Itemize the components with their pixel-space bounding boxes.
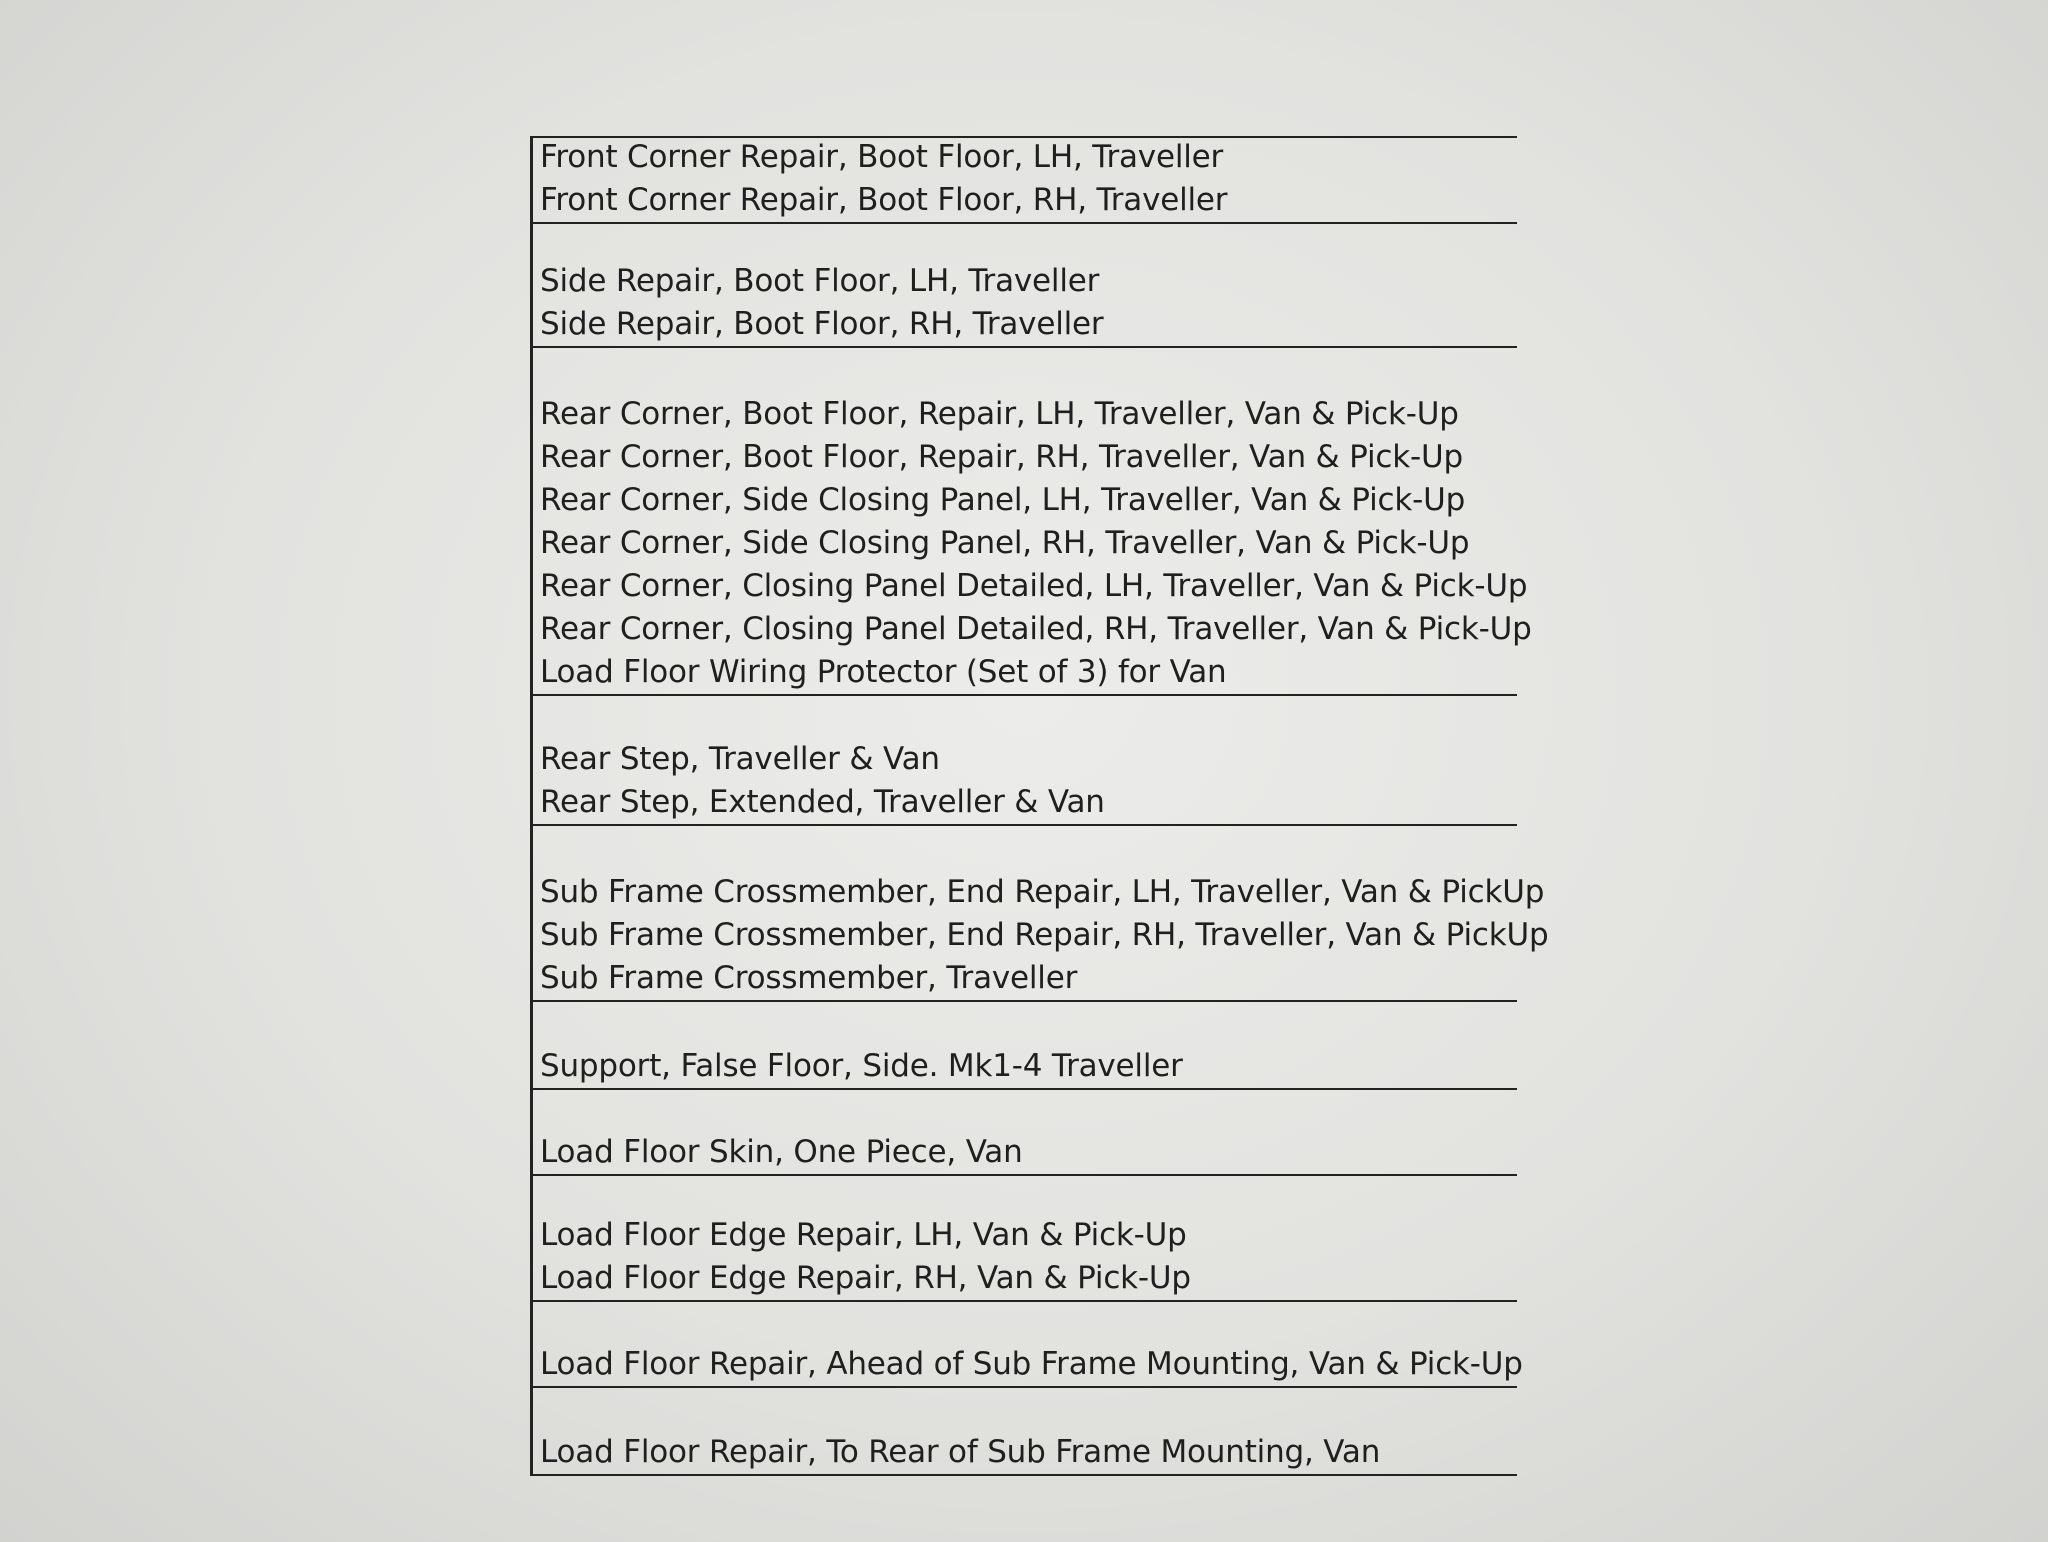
list-item: Side Repair, Boot Floor, LH, Traveller <box>540 263 1100 299</box>
list-item: Load Floor Repair, Ahead of Sub Frame Mounting, Van & Pick-Up <box>540 1346 1523 1382</box>
list-item: Rear Corner, Closing Panel Detailed, LH, Traveller, Van & Pick-Up <box>540 568 1528 604</box>
group-items <box>540 1131 1023 1174</box>
group-rear-step <box>533 696 1517 826</box>
group-false-floor <box>533 1002 1517 1090</box>
list-item: Load Floor Repair, To Rear of Sub Frame Mounting, Van <box>540 1434 1381 1470</box>
group-items <box>540 393 1532 694</box>
group-items <box>540 136 1227 222</box>
list-item: Load Floor Skin, One Piece, Van <box>540 1134 1023 1170</box>
list-item: Load Floor Edge Repair, RH, Van & Pick-Up <box>540 1260 1191 1296</box>
list-item: Load Floor Wiring Protector (Set of 3) for Van <box>540 654 1227 690</box>
group-items <box>540 260 1103 346</box>
group-rear-corner <box>533 348 1532 696</box>
list-item: Sub Frame Crossmember, Traveller <box>540 960 1078 996</box>
group-side-repair <box>533 224 1517 348</box>
list-item: Sub Frame Crossmember, End Repair, RH, Traveller, Van & PickUp <box>540 917 1549 953</box>
list-item: Sub Frame Crossmember, End Repair, LH, Traveller, Van & PickUp <box>540 874 1545 910</box>
list-item: Rear Corner, Boot Floor, Repair, LH, Traveller, Van & Pick-Up <box>540 396 1459 432</box>
list-item: Front Corner Repair, Boot Floor, RH, Traveller <box>540 182 1228 218</box>
list-item: Load Floor Edge Repair, LH, Van & Pick-Up <box>540 1217 1187 1253</box>
group-sub-frame <box>533 826 1549 1002</box>
list-item: Rear Corner, Closing Panel Detailed, RH, Traveller, Van & Pick-Up <box>540 611 1532 647</box>
group-edge-repair <box>533 1176 1517 1302</box>
group-items <box>540 738 1105 824</box>
group-ahead-mounting <box>533 1302 1523 1388</box>
list-item: Rear Corner, Boot Floor, Repair, RH, Traveller, Van & Pick-Up <box>540 439 1463 475</box>
list-item: Rear Corner, Side Closing Panel, RH, Traveller, Van & Pick-Up <box>540 525 1470 561</box>
list-item: Support, False Floor, Side. Mk1-4 Traveller <box>540 1048 1183 1084</box>
parts-list-sheet <box>530 136 1549 1476</box>
list-item: Side Repair, Boot Floor, RH, Traveller <box>540 306 1104 342</box>
list-item: Rear Step, Traveller & Van <box>540 741 940 777</box>
group-items <box>540 1045 1183 1088</box>
list-item: Rear Step, Extended, Traveller & Van <box>540 784 1105 820</box>
group-items <box>540 1214 1191 1300</box>
list-item: Front Corner Repair, Boot Floor, LH, Traveller <box>540 139 1224 175</box>
group-rear-mounting <box>533 1388 1517 1476</box>
group-items <box>540 1431 1380 1474</box>
group-front-corner <box>533 136 1517 224</box>
group-floor-skin <box>533 1090 1517 1176</box>
list-item: Rear Corner, Side Closing Panel, LH, Traveller, Van & Pick-Up <box>540 482 1466 518</box>
group-items <box>540 871 1548 1000</box>
group-items <box>540 1343 1523 1386</box>
